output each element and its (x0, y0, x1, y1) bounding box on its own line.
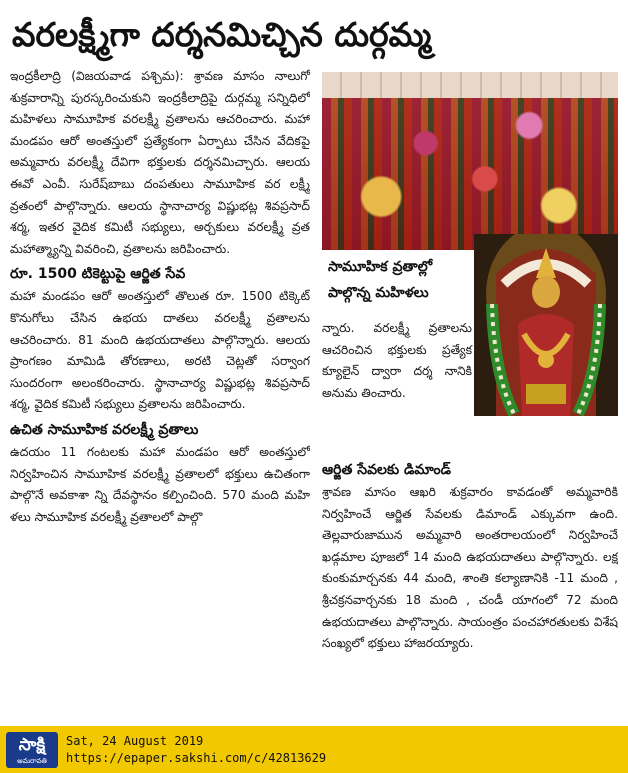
paragraph-seva-demand: శ్రావణ మాసం ఆఖరి శుక్రవారం కావడంతో అమ్మవారికి నిర్వహించే ఆర్జిత సేవలకు డిమాండ్ ఎక్కువగా ఉంది. తెల్లవారుజామున అమ్మవారి అంతరాలయంలో నిర్వహించే ఖడ్గమాల పూజలో 14 మంది ఉభయదాతలు పాల్గొన్నారు. లక్ష కుంకుమార్చనకు 44 మంది, శాంతి కల్యాణానికి -11 మంది , శ్రీచక్రనవార్చనకు 18 మంది , చండీ యాగంలో 72 మంది ఉభయదాతలు పాల్గొన్నారు. సాయంత్రం పంచహారతులకు విశేష సంఖ్యలో భక్తులు హాజరయ్యారు. (322, 485, 618, 651)
paragraph-paid-seva: మహా మండపం ఆరో అంతస్తులో తొలుత రూ. 1500 టిక్కెట్ కొనుగోలు చేసిన ఉభయ దాతలు వరలక్ష్మీ వ్రతాలను ఆచరించారు. 81 మంది ఉభయదాతలు పాల్గొన్నారు. ఆలయ ప్రాంగణం మామిడి తోరణాలు, అరటి చెట్లతో సర్వాంగ సుందరంగా అలంకరించారు. స్థానాచార్య విష్ణుభట్ల శివప్రసాద్ శర్మ, వైదిక కమిటీ సభ్యులు వ్రతాలను జరిపించారు. (10, 289, 310, 412)
article-column-left (10, 66, 310, 718)
article-column-right-wide (322, 456, 618, 718)
photo-caption: సామూహిక వ్రతాల్లో పాల్గొన్న మహిళలు (322, 250, 470, 312)
logo-edition: అమరావతి (17, 757, 47, 765)
logo-text: సాక్షి (18, 735, 46, 755)
deity-illustration (474, 234, 618, 416)
deity-photo (474, 234, 618, 416)
subhead-seva-demand: ఆర్జిత సేవలకు డిమాండ్ (322, 462, 451, 478)
hall-roof-decoration (322, 72, 618, 98)
subhead-free-vratham: ఉచిత సామూహిక వరలక్ష్మీ వ్రతాలు (10, 421, 199, 438)
footer-bar (0, 726, 628, 773)
headline: వరలక్ష్మీగా దర్శనమిచ్చిన దుర్గమ్మ (12, 15, 432, 54)
article-column-right-narrow (322, 318, 472, 404)
subhead-paid-seva: రూ. 1500 టికెట్టుపై ఆర్జిత సేవ (10, 266, 186, 283)
epaper-link[interactable]: https://epaper.sakshi.com/c/42813629 (66, 751, 327, 765)
publication-date: Sat, 24 August 2019 (66, 734, 204, 748)
paragraph-queue: న్నారు. వరలక్ష్మీ వ్రతాలను ఆచరించిన భక్తులకు ప్రత్యేక క్యూలైన్ ద్వారా దర్శ నానికి అనుమ తించారు. (322, 321, 472, 400)
paragraph-free-vratham: ఉదయం 11 గంటలకు మహా మండపం ఆరో అంతస్తులో నిర్వహించిన సామూహిక వరలక్ష్మీ వ్రతాలలో భక్తులు ఉచితంగా పాల్గొనే అవకాశా న్ని దేవస్థానం కల్పించింది. 570 మంది మహి ళలు సామూహిక వరలక్ష్మీ వ్రతాలలో పాల్గొ (10, 444, 310, 524)
crowd-photo (322, 72, 618, 250)
lead-paragraph: ఇంద్రకీలాద్రి (విజయవాడ పశ్చిమ): శ్రావణ మాసం నాలుగో శుక్రవారాన్ని పురస్కరించుకుని ఇంద్రకీలాద్రిపై దుర్గమ్మ సన్నిధిలో మహిళలు సామూహిక వరలక్ష్మీ వ్రతాలను ఆచరించారు. మహా మండపం ఆరో అంతస్తులో ప్రత్యేకంగా ఏర్పాటు చేసిన వేదికపై అమ్మవారు వరలక్ష్మీ దేవిగా భక్తులకు దర్శనమిచ్చారు. ఆలయ ఈవో ఎంవీ. సురేష్‌బాబు దంపతులు సామూహిక వర లక్ష్మీ వ్రతంలో పాల్గొన్నారు. ఆలయ స్థానాచార్య విష్ణుభట్ల శివప్రసాద్ శర్మ, ఇతర వైదిక కమిటీ సభ్యులు, అర్చకులు వరలక్ష్మీ వ్రత మహాత్మ్యాన్ని వివరించి, వ్రతాలను జరిపించారు. (10, 69, 310, 256)
